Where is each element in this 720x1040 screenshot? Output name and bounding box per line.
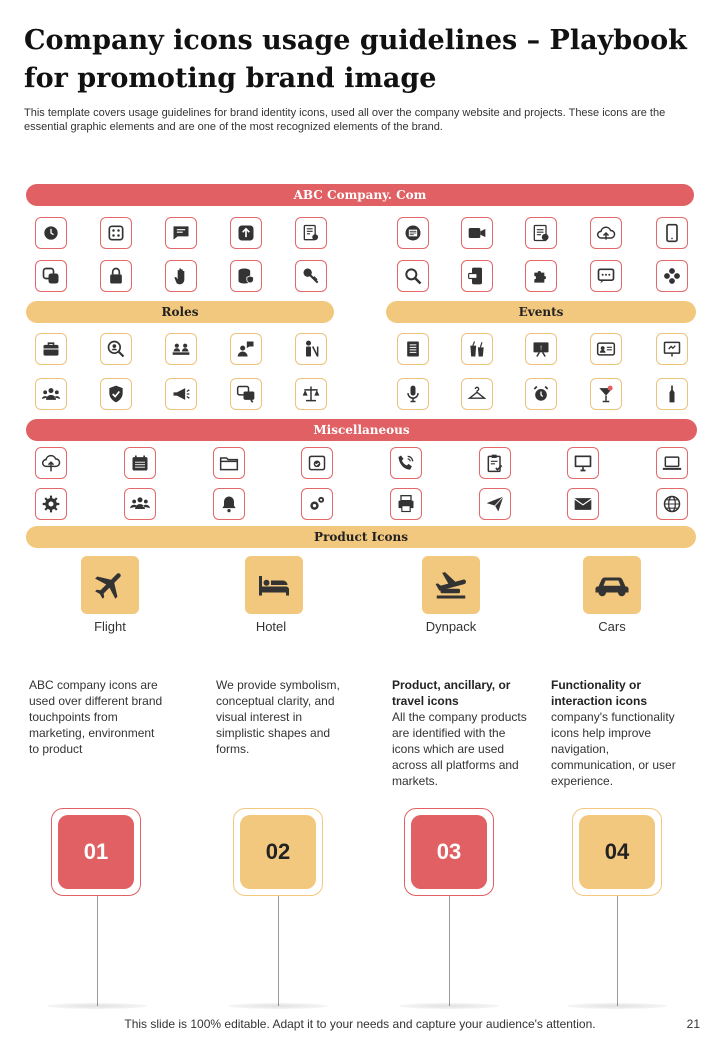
database-shield-icon	[236, 266, 256, 286]
list-tile	[397, 333, 429, 365]
page-title: Company icons usage guidelines – Playbook for promoting brand image	[24, 25, 687, 94]
key-icon	[301, 266, 321, 286]
team-icon	[130, 494, 150, 514]
section-bar-company: ABC Company. Com	[26, 184, 694, 206]
hand-icon	[171, 266, 191, 286]
hotel-product-tile	[245, 556, 303, 614]
description-4-text: company's functionality icons help improve navigation, communication, or user experience.	[551, 710, 676, 788]
database-shield-tile	[230, 260, 262, 292]
drinks-icon	[467, 339, 487, 359]
web-page-icon	[403, 223, 423, 243]
upload-tile	[230, 217, 262, 249]
cocktail-icon	[596, 384, 616, 404]
flower-tile	[656, 260, 688, 292]
list-icon	[403, 339, 423, 359]
messages-tile	[590, 260, 622, 292]
smartphone-icon	[662, 223, 682, 243]
checklist-icon	[531, 223, 551, 243]
mobile-payment-icon	[467, 266, 487, 286]
hanger-icon	[467, 384, 487, 404]
megaphone-icon	[171, 384, 191, 404]
search-user-icon	[106, 339, 126, 359]
speech-board-tile	[525, 333, 557, 365]
lock-icon	[106, 266, 126, 286]
clock-tile	[35, 217, 67, 249]
mobile-payment-tile	[461, 260, 493, 292]
step-2-badge: 02	[240, 815, 316, 889]
cloud-upload-icon	[596, 223, 616, 243]
lock-tile	[100, 260, 132, 292]
globe-icon	[662, 494, 682, 514]
step-2-frame	[233, 808, 323, 896]
balance-scale-icon	[301, 384, 321, 404]
microphone-icon	[403, 384, 423, 404]
section-bar-roles: Roles	[26, 301, 334, 323]
car-icon	[594, 567, 630, 603]
folder-tile	[213, 447, 245, 479]
phone-call-icon	[396, 453, 416, 473]
dynpack-product-tile	[422, 556, 480, 614]
product-label-dynpack: Dynpack	[425, 619, 477, 634]
description-2	[216, 677, 346, 757]
product-label-hotel: Hotel	[255, 619, 287, 634]
bed-icon	[256, 567, 292, 603]
clipboard-check-tile	[479, 447, 511, 479]
microphone-tile	[397, 378, 429, 410]
browser-check-tile	[301, 447, 333, 479]
description-3	[392, 677, 534, 789]
clock-icon	[41, 223, 61, 243]
browser-check-icon	[307, 453, 327, 473]
step-3-badge: 03	[411, 815, 487, 889]
phone-call-tile	[390, 447, 422, 479]
monitor-tile	[567, 447, 599, 479]
page-subtitle: This template covers usage guidelines for brand identity icons, used all over the company website and projects. These icons are the essential graphic elements and are one of the most recognized elements of the brand.	[24, 107, 666, 133]
settings-gears-icon	[307, 494, 327, 514]
upload-icon	[236, 223, 256, 243]
user-chat-tile	[230, 333, 262, 365]
description-1-text: ABC company icons are used over different brand touchpoints from marketing, environment to product	[29, 678, 163, 756]
group-icon	[41, 384, 61, 404]
bottle-icon	[662, 384, 682, 404]
briefcase-tile	[35, 333, 67, 365]
web-page-tile	[397, 217, 429, 249]
flight-product-tile	[81, 556, 139, 614]
step-3-frame	[404, 808, 494, 896]
svg-text:!: !	[539, 345, 543, 352]
step-4-frame	[572, 808, 662, 896]
video-camera-tile	[461, 217, 493, 249]
folder-icon	[219, 453, 239, 473]
monitor-icon	[573, 453, 593, 473]
id-card-icon	[596, 339, 616, 359]
messages-icon	[596, 266, 616, 286]
envelope-icon	[573, 494, 593, 514]
departure-icon	[433, 567, 469, 603]
team-leader-tile	[295, 333, 327, 365]
description-3-text: All the company products are identified with the icons which are used across all platforms and markets.	[392, 710, 527, 788]
step-1-frame	[51, 808, 141, 896]
calendar-tile	[124, 447, 156, 479]
description-2-text: We provide symbolism, conceptual clarity, and visual interest in simplistic shapes and forms.	[216, 678, 340, 756]
laptop-icon	[662, 453, 682, 473]
footer-note: This slide is 100% editable. Adapt it to your needs and capture your audience's attention.	[124, 1017, 596, 1031]
key-tile	[295, 260, 327, 292]
conversation-tile	[230, 378, 262, 410]
description-3-heading: Product, ancillary, or travel icons	[392, 678, 511, 708]
magnifier-tile	[397, 260, 429, 292]
alarm-clock-icon	[531, 384, 551, 404]
meeting-icon	[171, 339, 191, 359]
dice-tile	[100, 217, 132, 249]
step-4-shadow	[567, 1003, 667, 1009]
briefcase-icon	[41, 339, 61, 359]
page-number: 21	[686, 1017, 700, 1031]
speech-board-icon	[531, 339, 551, 359]
presentation-icon	[662, 339, 682, 359]
step-3-shadow	[399, 1003, 499, 1009]
step-3-line	[449, 896, 450, 1006]
puzzle-tile	[525, 260, 557, 292]
description-1	[29, 677, 167, 757]
id-card-tile	[590, 333, 622, 365]
cloud-transfer-tile	[35, 447, 67, 479]
bell-tile	[213, 488, 245, 520]
step-1-shadow	[47, 1003, 147, 1009]
clipboard-check-icon	[485, 453, 505, 473]
conversation-icon	[236, 384, 256, 404]
document-settings-icon	[301, 223, 321, 243]
copy-icon	[41, 266, 61, 286]
description-4-heading: Functionality or interaction icons	[551, 678, 648, 708]
balance-scale-tile	[295, 378, 327, 410]
drinks-tile	[461, 333, 493, 365]
product-label-cars: Cars	[598, 619, 626, 634]
paper-plane-tile	[479, 488, 511, 520]
flower-icon	[662, 266, 682, 286]
chat-tile	[165, 217, 197, 249]
video-camera-icon	[467, 223, 487, 243]
hand-tile	[165, 260, 197, 292]
shield-check-icon	[106, 384, 126, 404]
user-chat-icon	[236, 339, 256, 359]
checklist-tile	[525, 217, 557, 249]
envelope-tile	[567, 488, 599, 520]
gear-tile	[35, 488, 67, 520]
calendar-icon	[130, 453, 150, 473]
laptop-tile	[656, 447, 688, 479]
step-1-badge: 01	[58, 815, 134, 889]
group-tile	[35, 378, 67, 410]
chat-icon	[171, 223, 191, 243]
cloud-transfer-icon	[41, 453, 61, 473]
paper-plane-icon	[485, 494, 505, 514]
section-bar-misc: Miscellaneous	[26, 419, 697, 441]
puzzle-icon	[531, 266, 551, 286]
smartphone-tile	[656, 217, 688, 249]
section-bar-events: Events	[386, 301, 696, 323]
globe-tile	[656, 488, 688, 520]
step-4-badge: 04	[579, 815, 655, 889]
step-4-line	[617, 896, 618, 1006]
settings-gears-tile	[301, 488, 333, 520]
document-settings-tile	[295, 217, 327, 249]
team-leader-icon	[301, 339, 321, 359]
description-4	[551, 677, 689, 789]
meeting-tile	[165, 333, 197, 365]
cocktail-tile	[590, 378, 622, 410]
gear-icon	[41, 494, 61, 514]
bottle-tile	[656, 378, 688, 410]
bell-icon	[219, 494, 239, 514]
hanger-tile	[461, 378, 493, 410]
step-2-line	[278, 896, 279, 1006]
presentation-tile	[656, 333, 688, 365]
section-bar-product: Product Icons	[26, 526, 696, 548]
step-2-shadow	[228, 1003, 328, 1009]
cloud-upload-tile	[590, 217, 622, 249]
cars-product-tile	[583, 556, 641, 614]
magnifier-icon	[403, 266, 423, 286]
printer-tile	[390, 488, 422, 520]
alarm-clock-tile	[525, 378, 557, 410]
search-user-tile	[100, 333, 132, 365]
step-1-line	[97, 896, 98, 1006]
shield-check-tile	[100, 378, 132, 410]
printer-icon	[396, 494, 416, 514]
product-label-flight: Flight	[94, 619, 126, 634]
dice-icon	[106, 223, 126, 243]
copy-tile	[35, 260, 67, 292]
team-tile	[124, 488, 156, 520]
megaphone-tile	[165, 378, 197, 410]
airplane-icon	[92, 567, 128, 603]
